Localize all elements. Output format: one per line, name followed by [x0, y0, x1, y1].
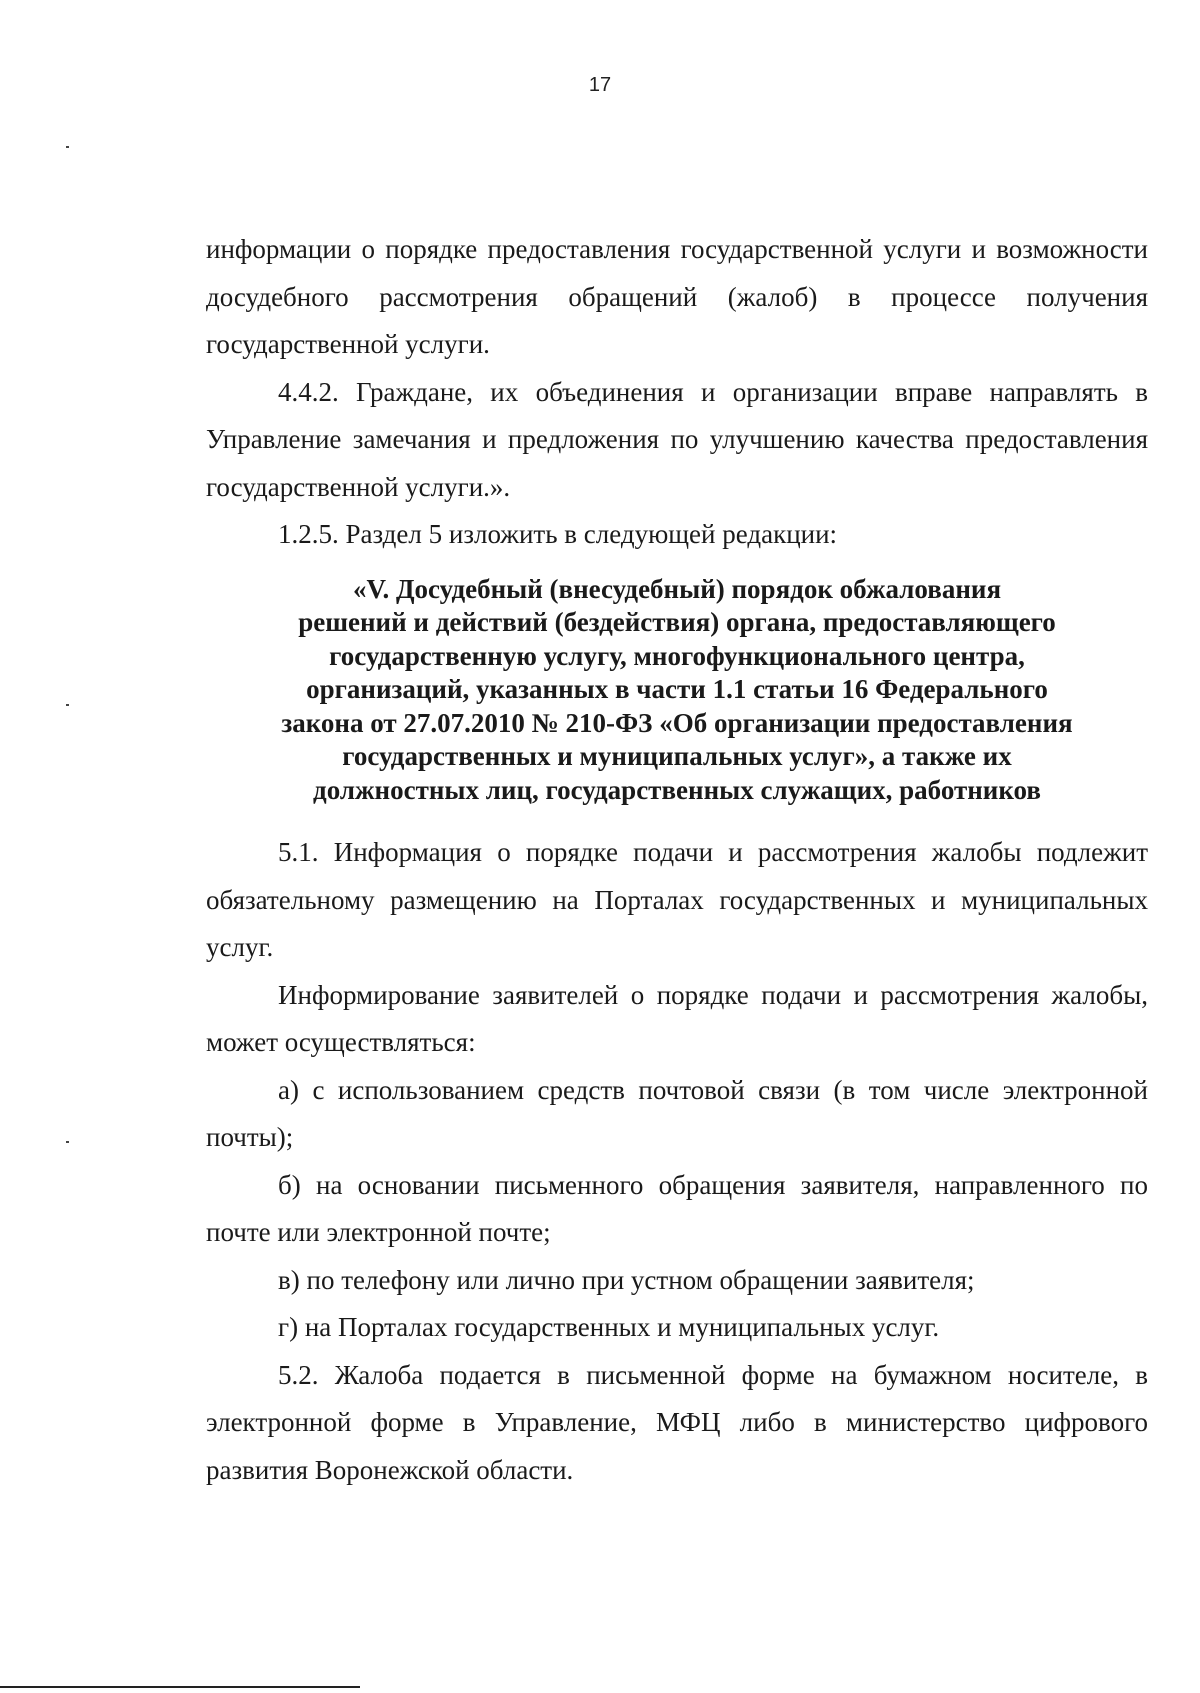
scan-mark [66, 1141, 69, 1143]
paragraph-informing: Информирование заявителей о порядке подачи и рассмотрения жалобы, может осуществляться: [206, 979, 1148, 1057]
section-heading-line: должностных лиц, государственных служащих, работников [313, 774, 1041, 805]
section-heading-line: государственных и муниципальных услуг», а также их [342, 741, 1012, 771]
section-heading-line: закона от 27.07.2010 № 210-ФЗ «Об организации предоставления [281, 707, 1073, 738]
section-heading [206, 573, 1148, 808]
paragraph-1-2-5: 1.2.5. Раздел 5 изложить в следующей редакции: [278, 519, 838, 549]
scan-mark [66, 704, 69, 706]
paragraph-5-2: 5.2. Жалоба подается в письменной форме на бумажном носителе, в электронной форме в Управление, МФЦ либо в министерство цифрового развития Воронежской области. [206, 1359, 1148, 1485]
paragraph-5-1: 5.1. Информация о порядке подачи и рассмотрения жалобы подлежит обязательному размещению на Порталах государственных и муниципальных услуг. [206, 837, 1148, 962]
section-heading-line: «V. Досудебный (внесудебный) порядок обжалования [352, 573, 1002, 604]
section-heading-line: государственную услугу, многофункционального центра, [329, 640, 1025, 671]
paragraph-4-4-2: 4.4.2. Граждане, их объединения и организации вправе направлять в Управление замечания и предложения по улучшению качества предоставления государственной услуги.». [206, 376, 1148, 502]
paragraph-continuation: информации о порядке предоставления государственной услуги и возможности досудебного рассмотрения обращений (жалоб) в процессе получения государственной услуги. [206, 234, 1148, 359]
list-item-v: в) по телефону или лично при устном обращении заявителя; [278, 1264, 975, 1295]
list-item-g: г) на Порталах государственных и муниципальных услуг. [278, 1312, 940, 1342]
footer-rule [0, 1686, 360, 1688]
section-heading-line: организаций, указанных в части 1.1 статьи 16 Федерального [306, 674, 1048, 704]
page-number: 17 [588, 74, 612, 96]
document-body [206, 226, 1148, 1494]
list-item-b: б) на основании письменного обращения заявителя, направленного по почте или электронной почте; [206, 1169, 1148, 1247]
section-heading-line: решений и действий (бездействия) органа, предоставляющего [298, 607, 1056, 637]
scan-mark [66, 146, 69, 148]
list-item-a: а) с использованием средств почтовой связи (в том числе электронной почты); [206, 1074, 1148, 1152]
